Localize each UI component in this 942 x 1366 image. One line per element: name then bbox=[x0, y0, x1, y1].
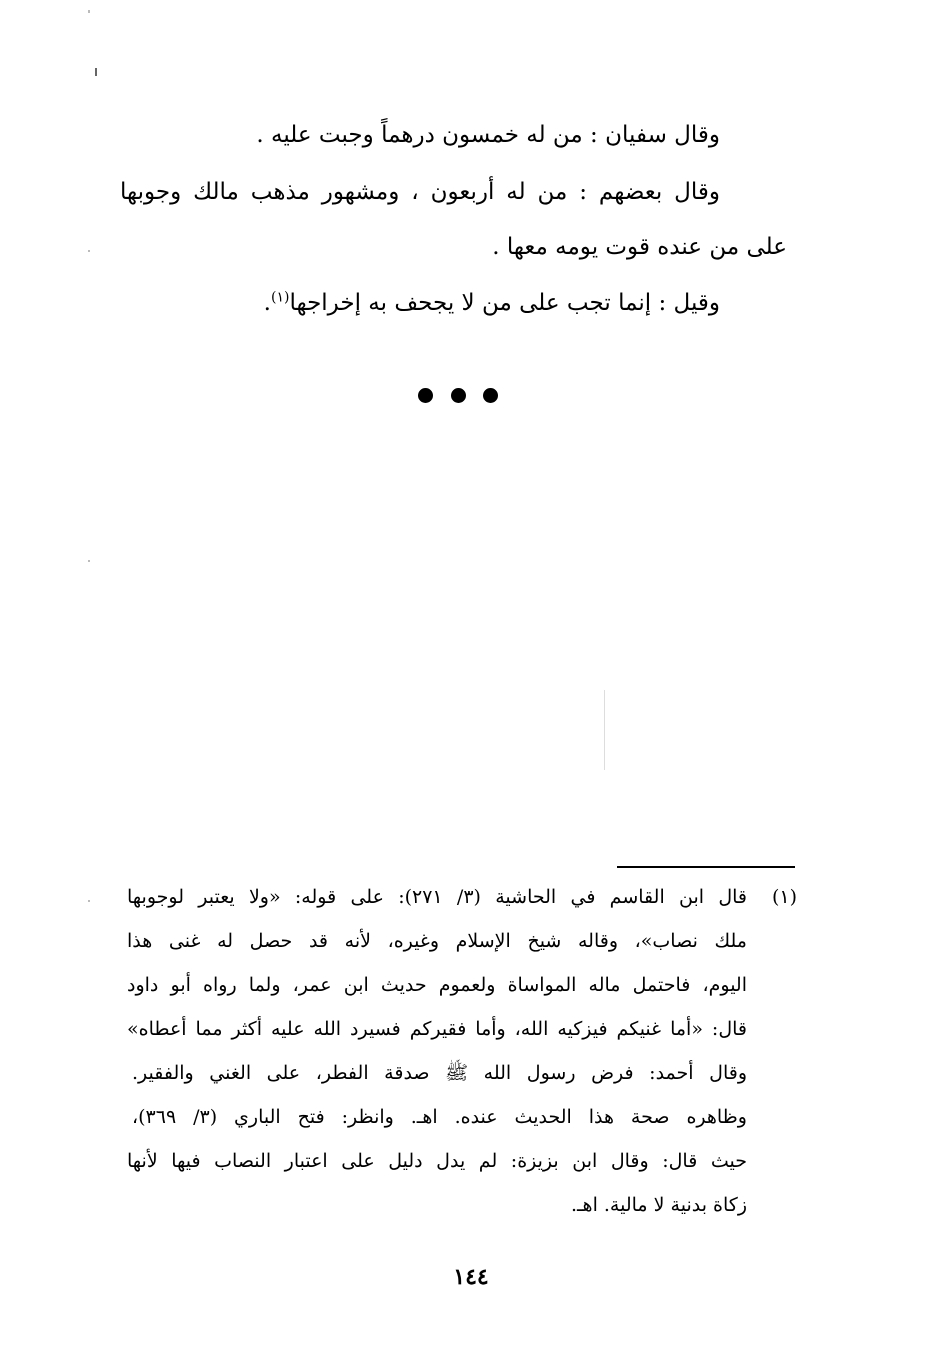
separator-dot bbox=[451, 388, 466, 403]
scan-artifact bbox=[88, 560, 90, 562]
main-line-4-end: . bbox=[263, 290, 271, 316]
footnote-divider bbox=[617, 866, 795, 868]
scan-artifact bbox=[604, 690, 605, 770]
footnote-line-8: زكاة بدنية لا مالية. اهـ. bbox=[570, 1194, 747, 1216]
scan-artifact bbox=[88, 10, 90, 13]
separator-dot bbox=[418, 388, 433, 403]
footnote-line-6: وظاهره صحة هذا الحديث عنده. اهـ. وانظر: فتح الباري (٣/ ٣٦٩)، bbox=[132, 1106, 747, 1128]
scan-artifact bbox=[88, 900, 90, 902]
page-number: ١٤٤ bbox=[453, 1264, 489, 1290]
footnote-line-3: اليوم، فاحتمل ماله المواساة ولعموم حديث ابن عمر، ولما رواه أبو داود bbox=[127, 974, 747, 996]
separator-dot bbox=[483, 388, 498, 403]
scan-artifact bbox=[95, 68, 97, 76]
main-line-1: وقال سفيان : من له خمسون درهماً وجبت عليه . bbox=[256, 122, 720, 148]
scan-artifact bbox=[88, 250, 90, 252]
main-line-4 bbox=[263, 289, 720, 316]
footnote-line-7: حيث قال: وقال ابن بزيزة: لم يدل دليل على اعتبار النصاب فيها لأنها bbox=[127, 1150, 747, 1172]
footnote-line-5: وقال أحمد: فرض رسول الله ﷺ صدقة الفطر، على الغني والفقير. bbox=[132, 1062, 747, 1084]
footnote-line-2: ملك نصاب»، وقاله شيخ الإسلام وغيره، لأنه قد حصل له غنى هذا bbox=[127, 930, 747, 952]
main-line-4-text: وقيل : إنما تجب على من لا يجحف به إخراجها bbox=[289, 290, 720, 316]
section-separator bbox=[418, 385, 498, 405]
footnote-number: (١) bbox=[771, 886, 797, 908]
footnote-line-1: قال ابن القاسم في الحاشية (٣/ ٢٧١): على قوله: «ولا يعتبر لوجوبها bbox=[127, 886, 747, 908]
footnote-line-4: قال: «أما غنيكم فيزكيه الله، وأما فقيركم فسيرد الله عليه أكثر مما أعطاه» bbox=[127, 1018, 747, 1040]
main-line-3: على من عنده قوت يومه معها . bbox=[492, 234, 787, 260]
main-line-2: وقال بعضهم : من له أربعون ، ومشهور مذهب مالك وجوبها bbox=[120, 179, 720, 205]
footnote-ref-marker[interactable]: (١) bbox=[270, 289, 290, 306]
